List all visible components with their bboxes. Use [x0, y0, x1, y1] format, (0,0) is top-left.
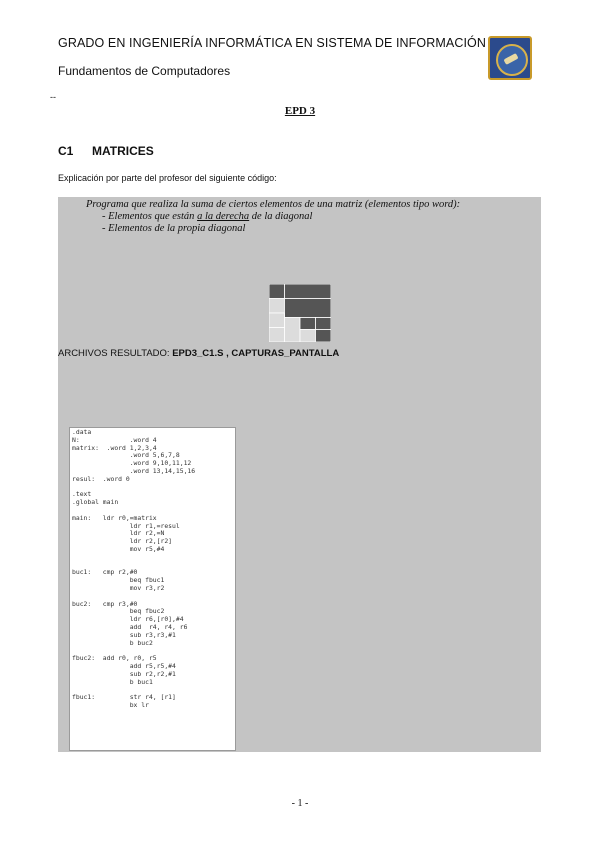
section-heading: [58, 144, 154, 158]
matrix-cell: [285, 284, 332, 299]
matrix-cell: [269, 284, 285, 299]
item-underlined-text: a la derecha: [197, 211, 250, 222]
section-title: MATRICES: [92, 144, 154, 158]
description-item-2: - Elementos de la propia diagonal: [102, 223, 246, 234]
intro-text: Explicación por parte del profesor del siguiente código:: [58, 173, 277, 183]
result-files-label: ARCHIVOS RESULTADO:: [58, 348, 173, 359]
item-text: - Elementos que están: [102, 211, 198, 222]
header-course-name: Fundamentos de Computadores: [58, 64, 231, 78]
matrix-cell: [300, 318, 316, 330]
university-crest-icon: [488, 36, 532, 80]
document-title: EPD 3: [284, 105, 316, 117]
matrix-cell: [269, 299, 285, 314]
matrix-cell: [300, 330, 316, 343]
separator-mark: --: [50, 92, 56, 102]
program-description: [86, 199, 460, 235]
page-number: - 1 -: [291, 798, 309, 809]
item-text: de la diagonal: [249, 211, 313, 222]
description-line: Programa que realiza la suma de ciertos elementos de una matriz (elementos tipo word):: [86, 199, 461, 210]
matrix-cell: [269, 328, 285, 343]
matrix-cell: [316, 318, 332, 330]
result-files-names: EPD3_C1.S , CAPTURAS_PANTALLA: [172, 348, 340, 359]
code-screenshot: [69, 427, 236, 751]
section-number: C1: [58, 144, 74, 158]
header-degree-title: GRADO EN INGENIERÍA INFORMÁTICA EN SISTEMA DE INFORMACIÓN: [58, 36, 486, 50]
matrix-cell: [269, 313, 285, 328]
code-listing: .data N: .word 4 matrix: .word 1,2,3,4 .word 5,6,7,8 .word 9,10,11,12 .word 13,14,15,16 resul: .word 0 .text .global main main: ldr r0,=matrix ldr r1,=resul ldr r2,=N ldr r2,[r2] mov r5,#4 buc1: cmp r2,#0 beq fbuc1 mov r3,r2 buc2: cmp r3,#0 beq fbuc2 ldr r6,[r0],#4 add r4, r4, r6 sub r3,r3,#1 b buc2 fbuc2: add r0, r0, r5 add r5,r5,#4 sub r2,r2,#1 b buc1 fbuc1: str r4, [r1] bx lr: [72, 428, 196, 709]
matrix-cell: [285, 299, 332, 318]
matrix-diagram: [269, 284, 331, 342]
result-files-line: [58, 348, 339, 359]
matrix-cell: [316, 330, 332, 343]
description-item-1: [86, 211, 460, 223]
matrix-cell: [285, 318, 301, 343]
